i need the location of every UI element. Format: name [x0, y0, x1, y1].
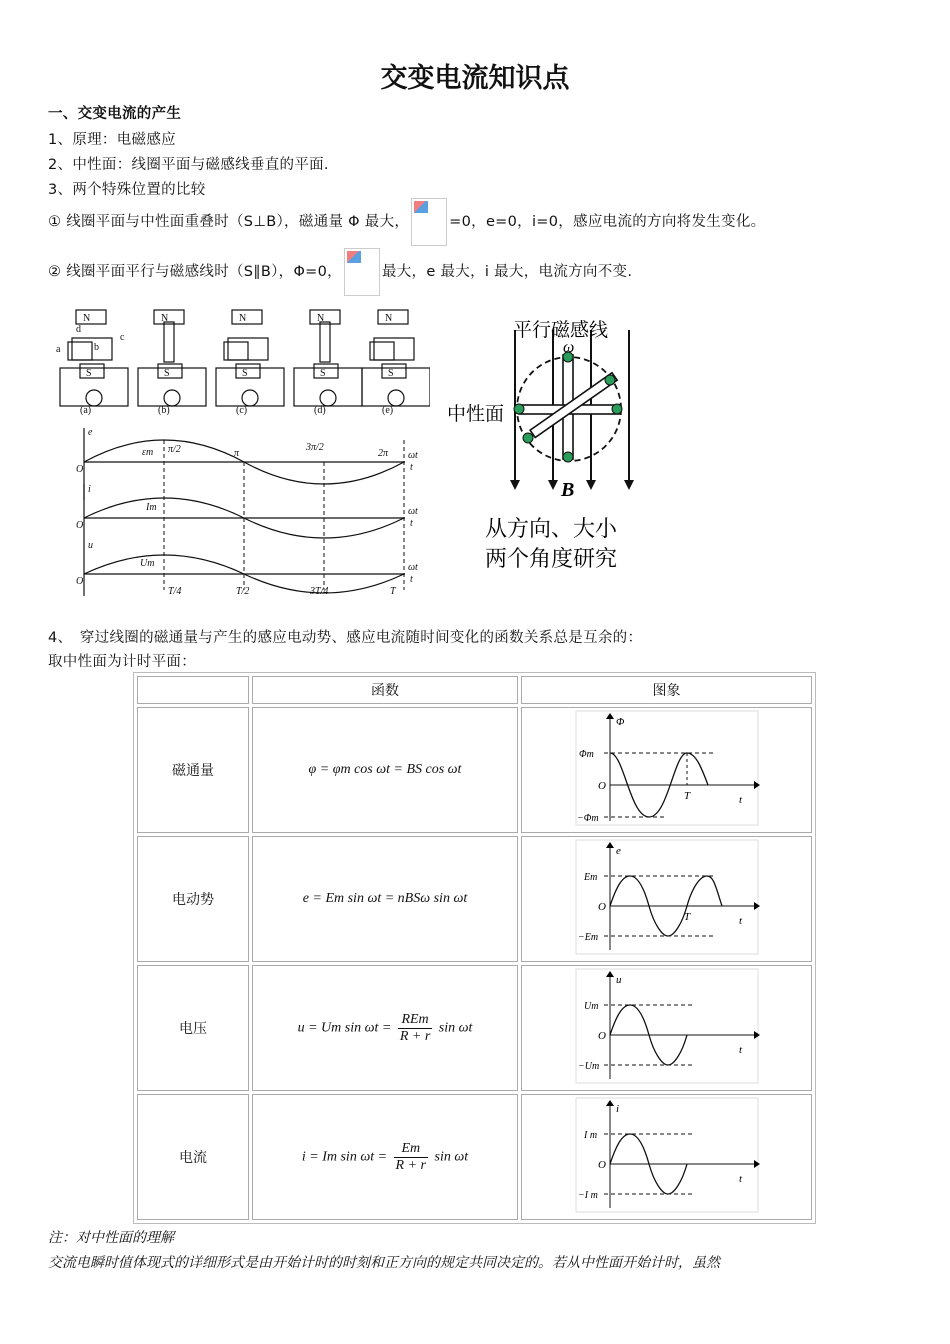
generator-panel	[362, 310, 430, 406]
origin: O	[597, 780, 606, 792]
graph-u-label: u	[88, 540, 93, 551]
section-heading: 一、交变电流的产生	[48, 106, 182, 122]
pos-peak: Em	[583, 872, 597, 883]
b-field-label: B	[561, 479, 575, 501]
graph-current	[574, 1096, 760, 1214]
axis-wt: ωt	[408, 562, 418, 573]
formula-image-icon	[411, 198, 447, 246]
t-axis: t	[738, 1173, 742, 1185]
formula-left: i = Im sin ωt =	[301, 1149, 388, 1165]
pos-peak: Φm	[578, 749, 594, 760]
graph-cell	[521, 1094, 812, 1220]
fraction	[398, 1012, 432, 1045]
table-row	[137, 836, 812, 962]
angle-tick: 3π/2	[306, 442, 324, 453]
section4-text: 4、 穿过线圈的磁通量与产生的感应电动势、感应电流随时间变化的函数关系总是互余的：	[48, 630, 643, 646]
angle-tick: 2π	[378, 448, 389, 459]
axis-t: t	[410, 518, 413, 529]
t-mark: T	[683, 790, 690, 802]
origin: O	[597, 1030, 606, 1042]
t-mark: T	[683, 911, 690, 923]
table-row	[137, 707, 812, 833]
position-item-1	[48, 198, 765, 246]
fraction-denominator: R + r	[399, 1028, 431, 1044]
section4-subtext: 取中性面为计时平面：	[48, 654, 196, 670]
time-tick: 3T/4	[310, 586, 329, 597]
time-tick: T	[390, 586, 396, 597]
neg-peak: −Φm	[576, 813, 599, 824]
peak-label: εm	[142, 447, 154, 458]
origin: O	[597, 901, 606, 913]
magnet-s-label: S	[388, 368, 394, 379]
formula	[252, 1094, 518, 1220]
position-item-1-start: ① 线圈平面与中性面重叠时（S⊥B），磁通量 Φ 最大，	[48, 214, 410, 230]
graph-e-label: e	[88, 427, 93, 438]
magnet-n-label: N	[317, 313, 325, 324]
axis-t: t	[410, 574, 413, 585]
t-axis: t	[738, 1044, 742, 1056]
formula-left: u = Um sin ωt =	[297, 1020, 392, 1036]
axis-wt: ωt	[408, 450, 418, 461]
table-row	[137, 1094, 812, 1220]
table-header	[137, 676, 249, 704]
generator-panel	[216, 310, 284, 406]
graph-cell	[521, 836, 812, 962]
page-title: 交变电流知识点	[380, 63, 570, 94]
magnet-n-label: N	[83, 313, 91, 324]
position-item-2-start: ② 线圈平面平行与磁感线时（S∥B），Φ=0，	[48, 264, 342, 280]
table-header-row	[137, 676, 812, 704]
quantity-name: 电流	[137, 1094, 249, 1220]
table-row	[137, 965, 812, 1091]
parallel-field-label: 平行磁感线	[513, 320, 609, 341]
note-text: 交流电瞬时值体现式的详细形式是由开始计时的时刻和正方向的规定共同决定的。若从中性面开始计时，虽然	[48, 1255, 720, 1271]
graph-voltage	[574, 967, 760, 1085]
panel-label-b: (b)	[158, 405, 170, 416]
coil-label: d	[76, 324, 81, 335]
axis-origin: O	[76, 464, 84, 475]
graph-cell	[521, 707, 812, 833]
panel-label-a: (a)	[80, 405, 92, 416]
formula	[252, 965, 518, 1091]
panel-label-d: (d)	[314, 405, 326, 416]
neutral-plane-figure	[445, 310, 655, 580]
magnet-s-label: S	[86, 368, 92, 379]
formula-right: sin ωt	[434, 1149, 469, 1165]
function-table	[133, 672, 816, 1224]
coil-label: c	[120, 332, 125, 343]
neg-peak: −Um	[577, 1061, 599, 1072]
formula: e = Em sin ωt = nBSω sin ωt	[252, 836, 518, 962]
coil-label: b	[94, 342, 99, 353]
neg-peak: −Em	[577, 932, 598, 943]
coil-label: a	[56, 344, 61, 355]
caption-line-2: 两个角度研究	[485, 546, 618, 571]
formula: φ = φm cos ωt = BS cos ωt	[252, 707, 518, 833]
panel-label-c: (c)	[236, 405, 248, 416]
graph-emf	[574, 838, 760, 956]
pos-peak: Um	[583, 1001, 598, 1012]
generator-waveform-figure	[50, 300, 430, 600]
magnet-n-label: N	[239, 313, 247, 324]
t-axis: t	[738, 794, 742, 806]
quantity-name: 磁通量	[137, 707, 249, 833]
position-item-2-end: 最大，e 最大，i 最大，电流方向不变.	[381, 264, 633, 280]
angle-tick: π	[234, 448, 240, 459]
principle-text: 1、原理：电磁感应	[48, 132, 176, 148]
axis-wt: ωt	[408, 506, 418, 517]
magnet-s-label: S	[320, 368, 326, 379]
magnet-s-label: S	[164, 368, 170, 379]
quantity-name: 电压	[137, 965, 249, 1091]
neutral-plane-text: 2、中性面：线圈平面与磁感线垂直的平面.	[48, 157, 329, 173]
angle-tick: π/2	[168, 444, 181, 455]
magnet-n-label: N	[161, 313, 169, 324]
table-header: 图象	[521, 676, 812, 704]
fraction-denominator: R + r	[395, 1157, 426, 1173]
fraction-numerator: REm	[398, 1012, 432, 1029]
magnet-s-label: S	[242, 368, 248, 379]
generator-panel	[60, 310, 128, 406]
table-header: 函数	[252, 676, 518, 704]
generator-panel	[138, 310, 206, 406]
formula-right: sin ωt	[438, 1020, 473, 1036]
axis-t: t	[410, 462, 413, 473]
time-tick: T/4	[168, 586, 182, 597]
note-heading: 注：对中性面的理解	[48, 1230, 174, 1246]
graph-flux	[574, 709, 760, 827]
pos-peak: I m	[583, 1130, 597, 1141]
peak-label: Um	[140, 558, 155, 569]
axis-origin: O	[76, 520, 84, 531]
comparison-text: 3、两个特殊位置的比较	[48, 182, 206, 198]
formula-image-icon	[344, 248, 380, 296]
caption-line-1: 从方向、大小	[485, 516, 618, 541]
position-item-1-end: =0，e=0，i=0，感应电流的方向将发生变化。	[449, 214, 766, 230]
axis-origin: O	[76, 576, 84, 587]
quantity-name: 电动势	[137, 836, 249, 962]
generator-panel	[294, 310, 362, 406]
y-label: Φ	[615, 716, 624, 728]
fraction-numerator: Em	[394, 1141, 428, 1158]
time-tick: T/2	[236, 586, 250, 597]
neutral-plane-label: 中性面	[447, 404, 505, 425]
panel-label-e: (e)	[382, 405, 394, 416]
neg-peak: −I m	[577, 1190, 598, 1201]
position-item-2	[48, 248, 632, 296]
omega-label: ω	[563, 339, 575, 356]
origin: O	[597, 1159, 606, 1171]
y-label: e	[615, 845, 621, 857]
t-axis: t	[738, 915, 742, 927]
magnet-n-label: N	[385, 313, 393, 324]
graph-cell	[521, 965, 812, 1091]
y-label: u	[615, 974, 621, 986]
y-label: i	[615, 1103, 619, 1115]
peak-label: Im	[146, 502, 157, 513]
graph-i-label: i	[88, 484, 91, 495]
fraction	[394, 1141, 428, 1174]
